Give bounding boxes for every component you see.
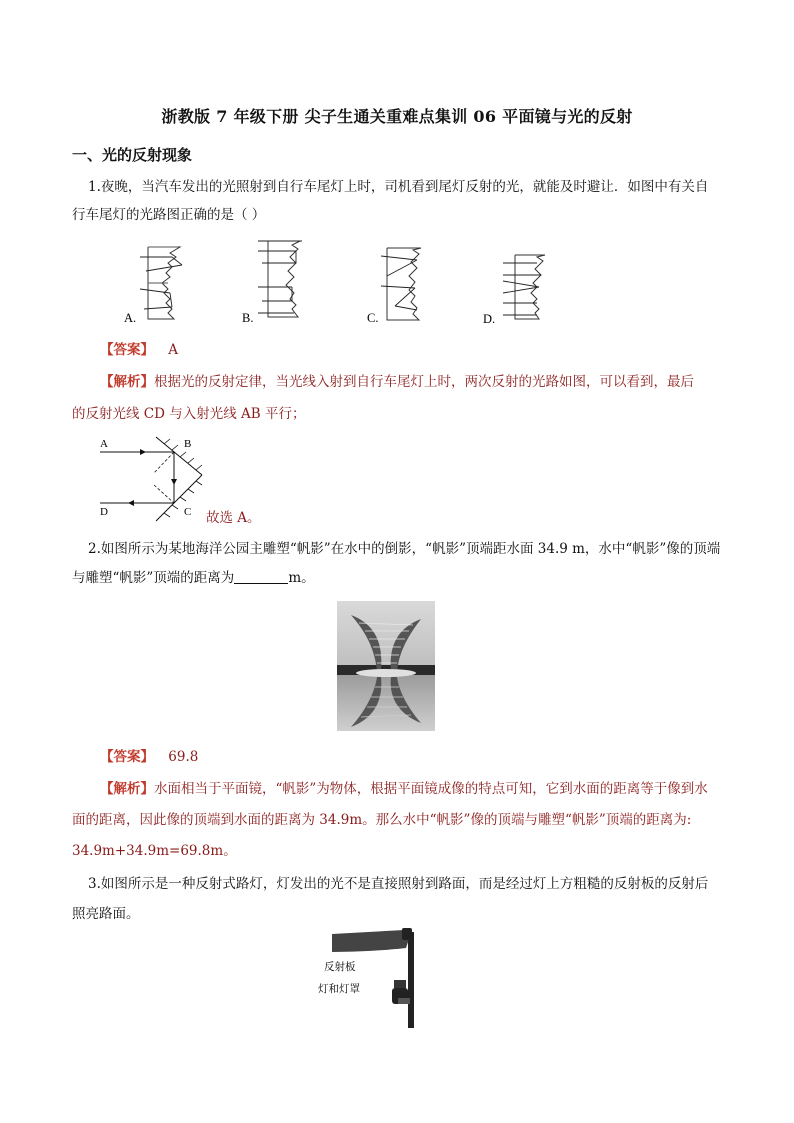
q3-text-line2: 照亮路面。 [72,906,140,922]
label-lamp-and-shade: 灯和灯罩 [318,983,360,995]
q1-analysis-line2: 的反射光线 CD 与入射光线 AB 平行； [72,406,306,422]
q1-conclusion: 故选 A。 [206,510,261,526]
page-title: 浙教版 7 年级下册 尖子生通关重难点集训 06 平面镜与光的反射 [161,107,633,126]
q2-sail-sculpture-photo [337,601,435,731]
q1-answer-tag: 【答案】 [100,342,154,358]
diagram-label-d: D [100,506,108,518]
q2-analysis-line2: 面的距离，因此像的顶端到水面的距离为 34.9m。那么水中“帆影”像的顶端与雕塑“帆影”顶端的距离为: [72,812,692,828]
q2-analysis-line1 [100,779,708,799]
diagram-label-a: A [100,438,108,450]
label-reflector: 反射板 [324,961,356,973]
q1-analysis-tag: 【解析】 [100,374,154,390]
q1-option-c-label: C. [367,311,379,325]
q1-option-d-figure [483,253,563,326]
q3-text-line1: 3.如图所示是一种反射式路灯，灯发出的光不是直接照射到路面，而是经过灯上方粗糙的反射板的反射后 [88,876,709,892]
q2-answer-value: 69.8 [168,749,199,765]
q1-answer-value: A [168,342,179,358]
q1-option-d-label: D. [483,312,496,326]
q3-street-lamp-figure [318,926,428,1030]
q2-analysis-text1: 水面相当于平面镜，“帆影”为物体，根据平面镜成像的特点可知，它到水面的距离等于像到水 [154,781,708,797]
q1-option-a-figure [124,243,200,325]
q2-answer-blank [234,569,288,584]
q1-option-c-figure [367,246,441,325]
q2-analysis-line3: 34.9m+34.9m=69.8m。 [72,843,237,859]
q1-option-b-label: B. [242,311,254,325]
q2-text-line1: 2.如图所示为某地海洋公园主雕塑“帆影”在水中的倒影，“帆影”顶端距水面 34.9 m，水中“帆影”像的顶端 [88,541,721,557]
q1-text-line2: 行车尾灯的光路图正确的是（ ） [72,207,266,223]
q1-analysis-diagram [98,435,208,525]
diagram-label-b: B [184,438,192,450]
diagram-label-c: C [184,506,192,518]
q1-analysis-text1: 根据光的反射定律，当光线入射到自行车尾灯上时，两次反射的光路如图，可以看到，最后 [154,374,694,390]
q2-answer-row [100,747,198,767]
q1-text-line1: 1.夜晚，当汽车发出的光照射到自行车尾灯上时，司机看到尾灯反射的光，就能及时避让．如图中有关自 [88,179,709,195]
section-heading-reflection: 一、光的反射现象 [72,146,193,164]
q2-text-line2-part1: 与雕塑“帆影”顶端的距离为 [72,570,235,586]
q1-answer-row [100,340,178,360]
q2-analysis-tag: 【解析】 [100,781,154,797]
q1-option-b-figure [242,237,328,325]
q1-analysis-line1 [100,372,694,392]
q1-option-a-label: A. [124,311,137,325]
q2-text-line2 [72,568,315,588]
q2-text-line2-part2: m。 [288,570,315,586]
q2-answer-tag: 【答案】 [100,749,154,765]
